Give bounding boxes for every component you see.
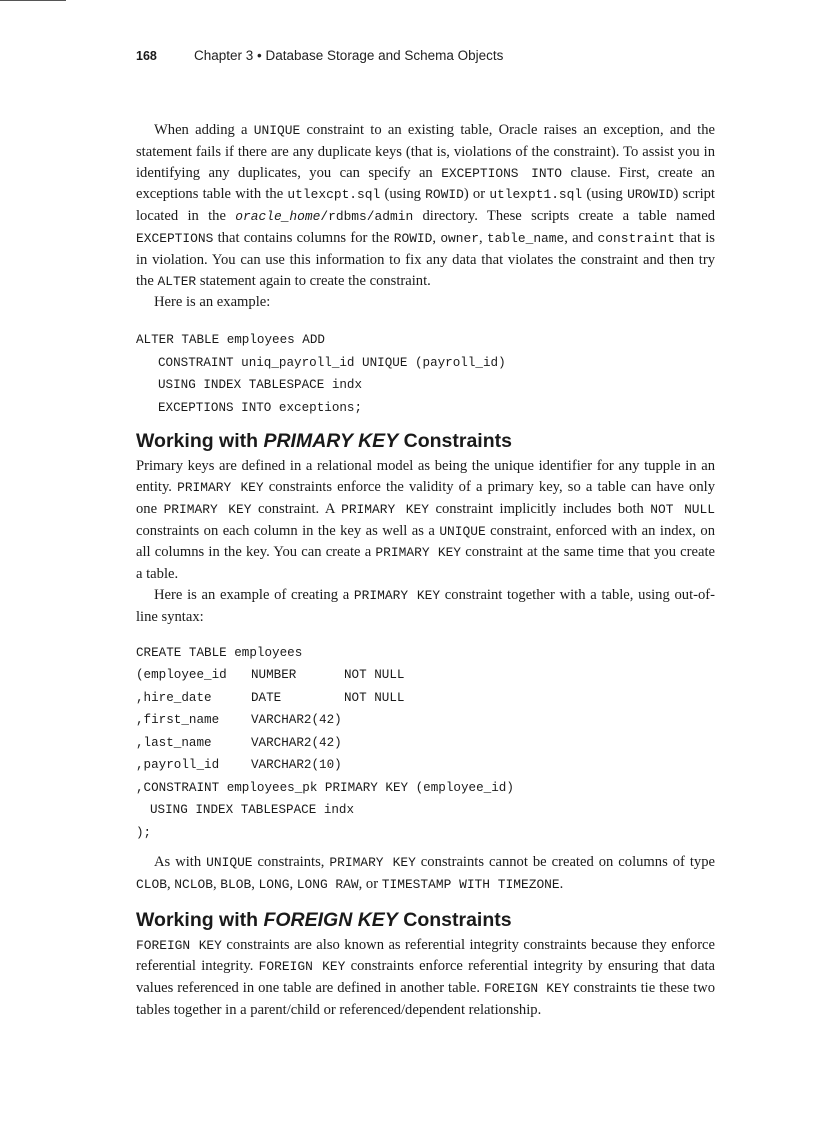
code-column: (employee_id — [136, 668, 227, 683]
text-run: that is in violation. You can use this information to fix any data that violates the constraint and then try the — [136, 229, 715, 289]
text-run: constraint implicitly includes both — [429, 500, 651, 517]
text-run: (using — [582, 186, 628, 203]
code-block-alter — [136, 329, 715, 419]
text-run: directory. These scripts create a table named — [413, 208, 715, 225]
inline-code: NCLOB — [174, 876, 213, 892]
inline-code: utlexcpt.sql — [287, 187, 381, 203]
text-run: constraint. A — [251, 500, 342, 517]
code-line — [136, 687, 715, 710]
heading-text: Working with — [136, 908, 264, 931]
text-run: Primary keys are defined in a relational model as being the unique identifier for any tupple in an entity. — [136, 458, 715, 495]
code-column: ,hire_date — [136, 690, 212, 705]
code-column: ,last_name — [136, 735, 212, 750]
text-run: constraints on each column in the key as well as a — [136, 522, 440, 539]
inline-code: PRIMARY KEY — [177, 479, 264, 495]
text-run: When adding a — [154, 122, 254, 138]
inline-code: FOREIGN KEY — [136, 937, 222, 953]
inline-code: TIMESTAMP WITH TIMEZONE — [381, 876, 560, 892]
inline-code: constraint — [597, 230, 675, 246]
paragraph — [136, 585, 715, 628]
code-line: EXCEPTIONS INTO exceptions; — [158, 400, 363, 415]
inline-code: ROWID — [425, 187, 464, 203]
inline-code: BLOB — [220, 876, 252, 892]
inline-code: table_name — [486, 230, 565, 246]
inline-code: UNIQUE — [439, 523, 486, 539]
paragraph — [136, 935, 715, 1021]
text-run: ) script located in the — [136, 186, 715, 225]
inline-code: FOREIGN KEY — [258, 959, 346, 975]
text-run: constraint to an existing table, Oracle raises an exception, and the statement fails if there are any duplicate keys (that is, violations of the constraint). To assist you in identifying any duplicates, you can specify an — [136, 122, 715, 181]
inline-code: PRIMARY KEY — [353, 587, 441, 603]
page-content — [136, 120, 715, 1021]
code-line — [136, 709, 715, 732]
paragraph — [136, 852, 715, 896]
text-run: , — [166, 875, 175, 892]
code-column: ,first_name — [136, 713, 220, 728]
text-run: , — [251, 875, 259, 892]
code-column: VARCHAR2(42) — [251, 713, 342, 728]
code-column: DATE — [251, 690, 282, 705]
heading-primary-key — [136, 429, 715, 453]
text-run: , and — [564, 229, 598, 246]
inline-code: UNIQUE — [253, 123, 301, 138]
inline-code: LONG RAW — [296, 876, 359, 892]
heading-text: Working with — [136, 430, 264, 453]
inline-code: NOT NULL — [650, 501, 716, 517]
inline-code: CLOB — [136, 876, 167, 892]
code-line: CREATE TABLE employees — [136, 645, 303, 660]
heading-emphasis: FOREIGN KEY — [263, 908, 398, 931]
code-line: CONSTRAINT uniq_payroll_id UNIQUE (payroll_id) — [158, 355, 506, 370]
inline-code: /rdbms/admin — [320, 209, 414, 225]
paragraph — [136, 120, 715, 292]
text-run: (using — [380, 186, 426, 203]
code-line: USING INDEX TABLESPACE indx — [158, 378, 363, 393]
code-line: ,CONSTRAINT employees_pk PRIMARY KEY (employee_id) — [136, 780, 514, 795]
inline-code: utlexpt1.sql — [489, 187, 583, 203]
inline-code-italic: oracle_home — [235, 209, 321, 225]
inline-code: PRIMARY KEY — [375, 545, 462, 561]
text-run: constraint, enforced with an index, on all columns in the key. You can create a — [136, 522, 715, 561]
text-run: . — [559, 875, 564, 892]
code-line — [136, 754, 715, 777]
text-run: , — [479, 229, 487, 246]
running-header — [136, 48, 736, 63]
inline-code: ALTER — [157, 273, 197, 289]
inline-code: EXCEPTIONS INTO — [441, 165, 563, 181]
code-line: USING INDEX TABLESPACE indx — [150, 803, 355, 818]
text-run: , — [212, 875, 221, 892]
text-run: statement again to create the constraint. — [196, 272, 431, 289]
code-line: ALTER TABLE employees ADD — [136, 333, 325, 348]
text-run: constraints enforce the validity of a primary key, so a table can have only one — [136, 478, 715, 517]
text-run: clause. First, create an exceptions table with the — [136, 164, 715, 203]
code-column: VARCHAR2(10) — [251, 758, 342, 773]
text-run: , or — [358, 875, 382, 892]
heading-foreign-key — [136, 908, 715, 932]
top-rule — [0, 0, 66, 1]
inline-code: EXCEPTIONS — [136, 230, 214, 246]
text-run: constraints cannot be created on columns of type — [415, 854, 715, 871]
text-run: ) or — [463, 186, 490, 203]
inline-code: PRIMARY KEY — [329, 855, 416, 871]
code-block-create — [136, 642, 715, 845]
page-number: 168 — [136, 49, 157, 63]
inline-code: PRIMARY KEY — [341, 501, 430, 517]
heading-text: Constraints — [398, 430, 512, 453]
paragraph: Here is an example: — [154, 294, 271, 311]
text-run: constraint at the same time that you create a table. — [136, 544, 716, 583]
inline-code: owner — [440, 230, 479, 246]
heading-text: Constraints — [397, 908, 512, 931]
inline-code: PRIMARY KEY — [163, 501, 252, 517]
paragraph — [136, 456, 715, 585]
code-column: NUMBER — [251, 668, 297, 683]
text-run: that contains columns for the — [213, 229, 394, 246]
text-run: constraints enforce referential integrity by ensuring that data values referenced in one table are defined in another table. — [136, 958, 715, 997]
code-line: ); — [136, 825, 152, 840]
text-run: Here is an example of creating a — [154, 586, 354, 603]
text-run: constraint together with a table, using out-of-line syntax: — [136, 586, 716, 625]
inline-code: UROWID — [627, 187, 674, 203]
code-column: NOT NULL — [344, 690, 405, 705]
chapter-title: Chapter 3 • Database Storage and Schema Objects — [194, 48, 504, 63]
text-run: , — [289, 875, 297, 892]
code-line — [136, 664, 715, 687]
code-column: NOT NULL — [344, 668, 405, 683]
heading-emphasis: PRIMARY KEY — [263, 430, 399, 453]
code-line — [136, 732, 715, 755]
text-run: As with — [154, 854, 207, 871]
inline-code: ROWID — [393, 230, 433, 246]
text-run: constraints, — [252, 854, 330, 871]
text-run: , — [432, 229, 441, 246]
code-column: VARCHAR2(42) — [251, 735, 342, 750]
text-run: constraints are also known as referential integrity constraints because they enforce referential integrity. — [136, 936, 716, 975]
inline-code: UNIQUE — [206, 855, 253, 871]
inline-code: FOREIGN KEY — [484, 981, 570, 997]
text-run: constraints tie these two tables together in a parent/child or referenced/dependent relationship. — [136, 980, 716, 1019]
code-column: ,payroll_id — [136, 758, 220, 773]
inline-code: LONG — [258, 876, 290, 892]
